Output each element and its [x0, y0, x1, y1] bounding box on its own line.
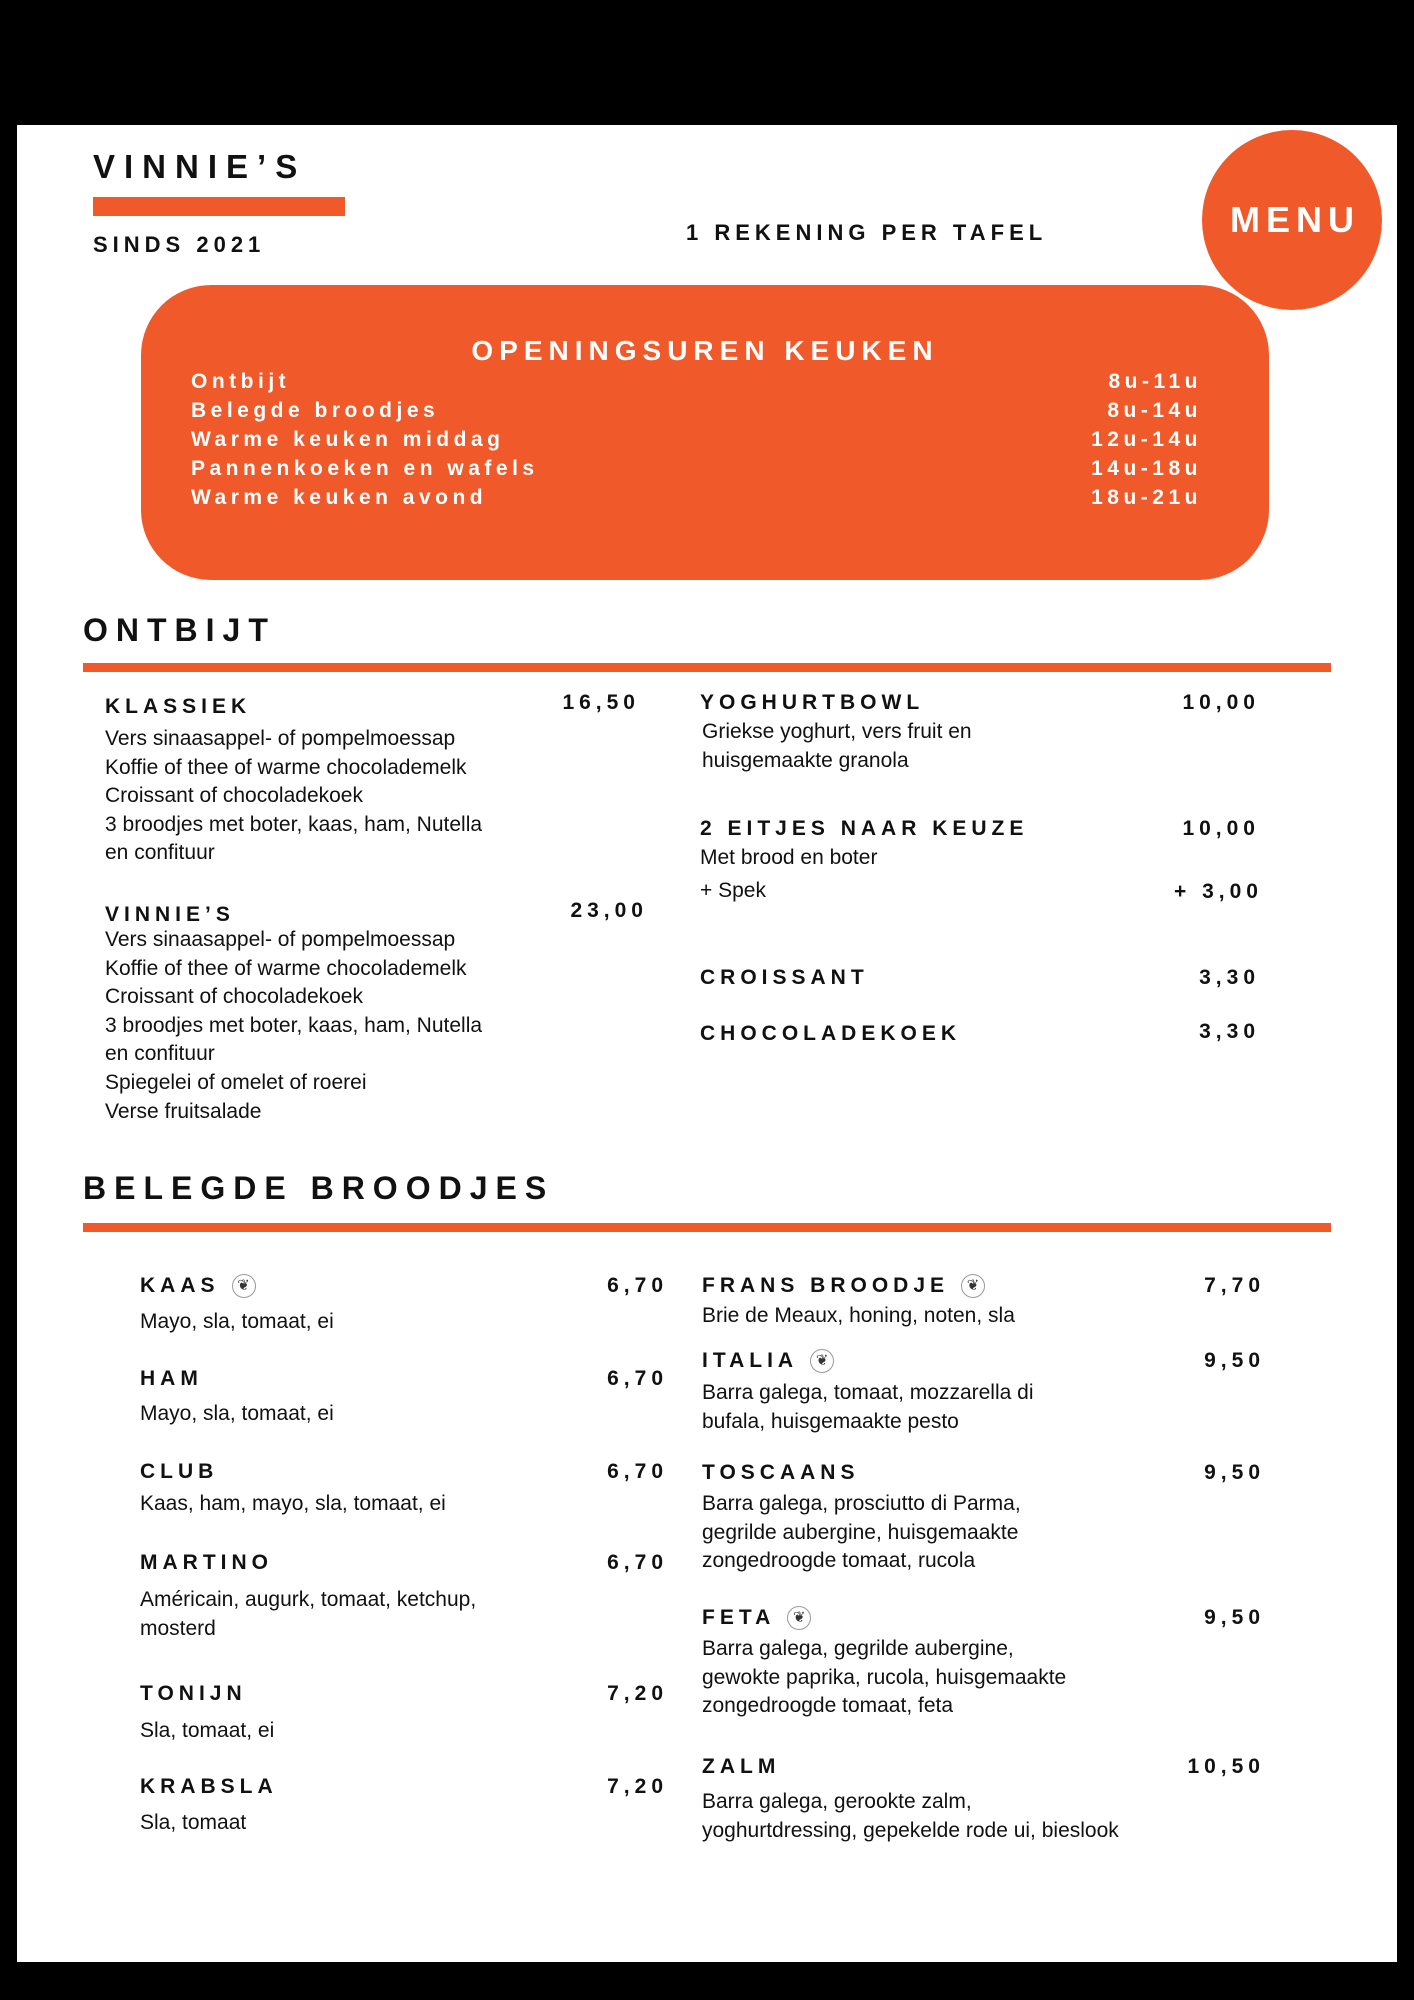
hours-row: Belegde broodjes 8u-14u: [191, 399, 1202, 422]
item-name: ZALM: [702, 1755, 781, 1778]
item-price: 23,00: [570, 899, 648, 922]
section-divider: [83, 663, 1331, 672]
item-description: Mayo, sla, tomaat, ei: [140, 1310, 334, 1333]
menu-badge: MENU: [1202, 130, 1382, 310]
item-name: HAM: [140, 1367, 203, 1390]
item-description: Met brood en boter: [700, 846, 878, 869]
brand-underline: [93, 197, 345, 216]
item-description: Barra galega, gegrilde aubergine, gewokte paprika, rucola, huisgemaakte zongedroogde tomaat, feta: [702, 1637, 1067, 1718]
hours-row: Warme keuken middag 12u-14u: [191, 428, 1202, 451]
item-price: 10,00: [1182, 817, 1260, 840]
item-name: CROISSANT: [700, 966, 869, 989]
item-description: Mayo, sla, tomaat, ei: [140, 1402, 334, 1425]
item-description: Griekse yoghurt, vers fruit en huisgemaakte granola: [702, 720, 972, 772]
item-name: VINNIE’S: [105, 903, 235, 926]
item-description: Vers sinaasappel- of pompelmoessap Koffie of thee of warme chocolademelk Croissant of chocoladekoek 3 broodjes met boter, kaas, ham, Nutella en confituur Spiegelei of omelet of roerei Verse fruitsalade: [105, 928, 483, 1123]
item-price: 3,30: [1199, 1020, 1260, 1043]
bill-note: 1 REKENING PER TAFEL: [686, 220, 1048, 245]
item-price: 10,50: [1187, 1755, 1265, 1778]
leaf-icon: ❦: [810, 1349, 834, 1373]
brand-name: VINNIE’S: [93, 148, 307, 185]
item-extra-price: + 3,00: [1174, 880, 1263, 903]
item-name: CLUB: [140, 1460, 219, 1483]
item-name: ITALIA ❦: [702, 1349, 834, 1373]
item-name: KAAS ❦: [140, 1274, 256, 1298]
item-price: 9,50: [1204, 1606, 1265, 1629]
item-description: Brie de Meaux, honing, noten, sla: [702, 1304, 1015, 1327]
item-price: 7,20: [607, 1775, 668, 1798]
item-price: 6,70: [607, 1367, 668, 1390]
item-price: 7,20: [607, 1682, 668, 1705]
item-description: Vers sinaasappel- of pompelmoessap Koffie of thee of warme chocolademelk Croissant of chocoladekoek 3 broodjes met boter, kaas, ham, Nutella en confituur: [105, 727, 483, 865]
item-price: 7,70: [1204, 1274, 1265, 1297]
item-price: 6,70: [607, 1274, 668, 1297]
item-price: 3,30: [1199, 966, 1260, 989]
hours-row: Warme keuken avond 18u-21u: [191, 486, 1202, 509]
item-description: Sla, tomaat, ei: [140, 1719, 275, 1742]
item-description: Barra galega, tomaat, mozzarella di bufala, huisgemaakte pesto: [702, 1381, 1034, 1433]
item-name: YOGHURTBOWL: [700, 691, 925, 714]
item-price: 9,50: [1204, 1349, 1265, 1372]
brand-since: SINDS 2021: [93, 232, 266, 257]
leaf-icon: ❦: [787, 1606, 811, 1630]
hours-row: Pannenkoeken en wafels 14u-18u: [191, 457, 1202, 480]
opening-hours-box: [141, 285, 1269, 580]
item-price: 10,00: [1182, 691, 1260, 714]
item-price: 9,50: [1204, 1461, 1265, 1484]
item-name: FRANS BROODJE ❦: [702, 1274, 985, 1298]
item-price: 6,70: [607, 1460, 668, 1483]
leaf-icon: ❦: [232, 1274, 256, 1298]
item-extra-label: + Spek: [700, 879, 766, 902]
item-name: CHOCOLADEKOEK: [700, 1022, 962, 1045]
item-name: KLASSIEK: [105, 695, 252, 718]
section-title-belegde-broodjes: BELEGDE BROODJES: [83, 1170, 555, 1206]
item-description: Sla, tomaat: [140, 1811, 247, 1834]
item-price: 16,50: [562, 691, 640, 714]
opening-hours-title: OPENINGSUREN KEUKEN: [471, 335, 939, 366]
item-name: FETA ❦: [702, 1606, 811, 1630]
section-divider: [83, 1223, 1331, 1232]
item-name: 2 EITJES NAAR KEUZE: [700, 817, 1029, 840]
item-name: TOSCAANS: [702, 1461, 860, 1484]
item-price: 6,70: [607, 1551, 668, 1574]
section-title-ontbijt: ONTBIJT: [83, 612, 276, 648]
item-name: MARTINO: [140, 1551, 273, 1574]
hours-row: Ontbijt 8u-11u: [191, 370, 1202, 393]
item-description: Kaas, ham, mayo, sla, tomaat, ei: [140, 1492, 446, 1515]
item-name: TONIJN: [140, 1682, 247, 1705]
item-name: KRABSLA: [140, 1775, 278, 1798]
leaf-icon: ❦: [961, 1274, 985, 1298]
item-description: Américain, augurk, tomaat, ketchup, mosterd: [140, 1588, 477, 1640]
item-description: Barra galega, prosciutto di Parma, gegrilde aubergine, huisgemaakte zongedroogde tomaat, rucola: [702, 1492, 1021, 1573]
item-description: Barra galega, gerookte zalm, yoghurtdressing, gepekelde rode ui, bieslook: [702, 1790, 1119, 1842]
